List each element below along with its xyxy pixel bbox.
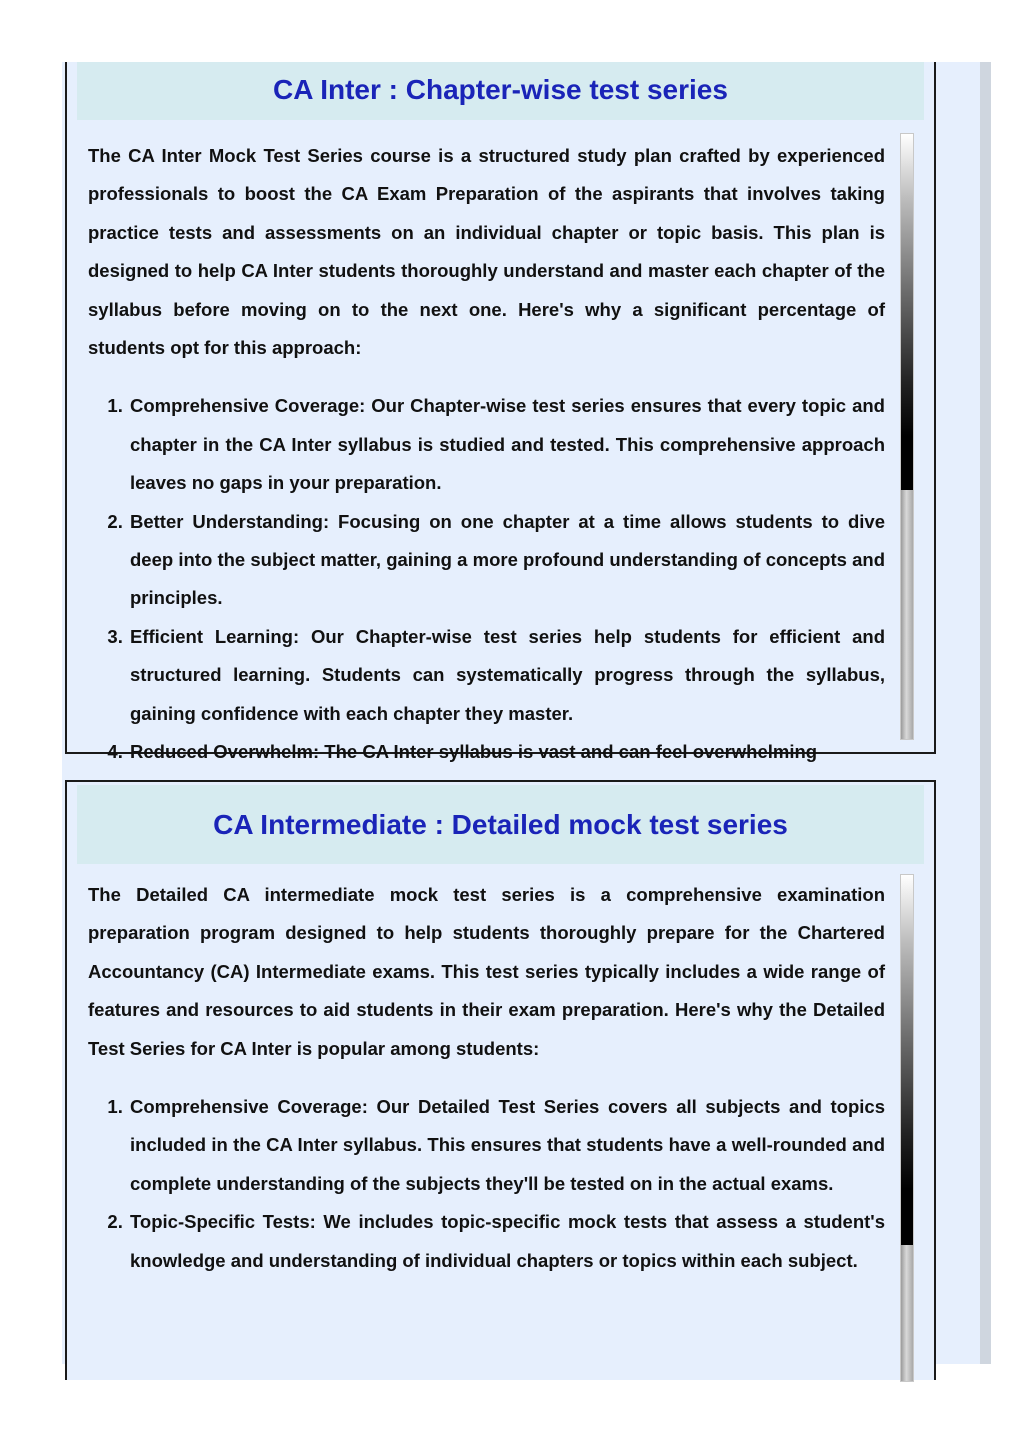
section-content[interactable] [88,137,885,763]
scrollbar-thumb[interactable] [901,134,913,490]
benefits-list [88,387,885,771]
list-item: 2. Topic-Specific Tests: We includes topic-specific mock tests that assess a student's knowledge and understanding of individual chapters or topics within each subject. [128,1203,885,1280]
list-item: 2. Better Understanding: Focusing on one chapter at a time allows students to dive deep into the subject matter, gaining a more profound understanding of concepts and principles. [128,503,885,618]
content-scrollbar[interactable] [900,874,914,1382]
section-title: CA Inter : Chapter-wise test series [273,74,728,105]
section-intro: The Detailed CA intermediate mock test series is a comprehensive examination preparation program designed to help students thoroughly prepare for the Chartered Accountancy (CA) Intermediate exams. This test series typically includes a wide range of features and resources to aid students in their exam preparation. Here's why the Detailed Test Series for CA Inter is popular among students: [88,884,885,1059]
list-item: 1. Comprehensive Coverage: Our Chapter-wise test series ensures that every topic and chapter in the CA Inter syllabus is studied and tested. This comprehensive approach leaves no gaps in your preparation. [128,387,885,502]
section-header [77,785,924,864]
section-intro: The CA Inter Mock Test Series course is a structured study plan crafted by experienced professionals to boost the CA Exam Preparation of the aspirants that involves taking practice tests and assessments on an individual chapter or topic basis. This plan is designed to help CA Inter students thoroughly understand and master each chapter of the syllabus before moving on to the next one. Here's why a significant percentage of students opt for this approach: [88,145,885,359]
scrollbar-thumb[interactable] [901,875,913,1245]
detailed-mock-section [65,780,936,1380]
benefits-list [88,1088,885,1280]
content-scrollbar[interactable] [900,133,914,740]
list-item: 1. Comprehensive Coverage: Our Detailed Test Series covers all subjects and topics included in the CA Inter syllabus. This ensures that students have a well-rounded and complete understanding of the subjects they'll be tested on in the actual exams. [128,1088,885,1203]
list-item: 3. Efficient Learning: Our Chapter-wise test series help students for efficient and structured learning. Students can systematically progress through the syllabus, gaining confidence with each chapter they master. [128,618,885,733]
section-header [77,62,924,120]
section-content[interactable] [88,876,885,1380]
section-title: CA Intermediate : Detailed mock test series [213,808,788,840]
page-scrollbar[interactable] [980,62,991,1364]
chapter-wise-section [65,62,936,763]
list-item: 4. Reduced Overwhelm: The CA Inter syllabus is vast and can feel overwhelming [128,733,885,771]
